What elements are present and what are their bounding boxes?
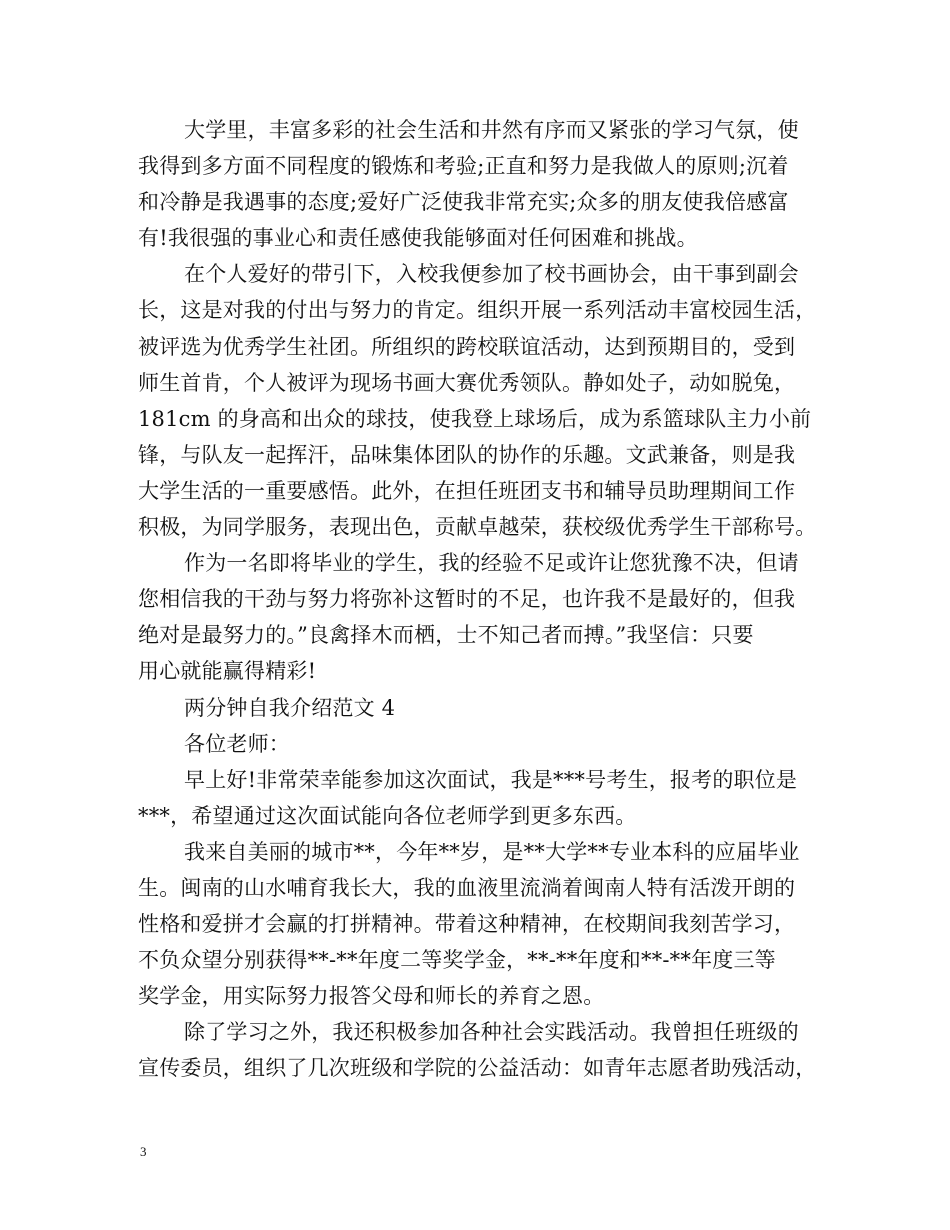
- text-line: 181cm 的身高和出众的球技，使我登上球场后，成为系篮球队主力小前: [138, 406, 812, 431]
- text-line: ***，希望通过这次面试能向各位老师学到更多东西。: [138, 803, 637, 828]
- text-line: 用心就能赢得精彩!: [138, 659, 317, 684]
- text-line: 在个人爱好的带引下，入校我便参加了校书画协会，由干事到副会: [184, 262, 799, 287]
- text-line: 奖学金，用实际努力报答父母和师长的养育之恩。: [138, 984, 605, 1009]
- text-line: 大学生活的一重要感悟。此外，在担任班团支书和辅导员助理期间工作: [138, 478, 796, 503]
- text-line: 锋，与队友一起挥汗，品味集体团队的协作的乐趣。文武兼备，则是我: [138, 442, 796, 467]
- text-line: 宣传委员，组织了几次班级和学院的公益活动：如青年志愿者助残活动，: [138, 1056, 817, 1081]
- text-line: 我来自美丽的城市**，今年**岁，是**大学**专业本科的应届毕业: [184, 839, 800, 864]
- text-line: 性格和爱拼才会赢的打拼精神。带着这种精神，在校期间我刻苦学习，: [138, 912, 796, 937]
- text-line: 作为一名即将毕业的学生，我的经验不足或许让您犹豫不决，但请: [184, 551, 799, 576]
- text-line: 大学里，丰富多彩的社会生活和井然有序而又紧张的学习气氛，使: [184, 118, 799, 142]
- text-line: 和冷静是我遇事的态度;爱好广泛使我非常充实;众多的朋友使我倍感富: [138, 190, 789, 215]
- text-line: 不负众望分别获得**-**年度二等奖学金，**-**年度和**-**年度三等: [138, 948, 776, 973]
- text-line: 除了学习之外，我还积极参加各种社会实践活动。我曾担任班级的: [184, 1020, 799, 1045]
- text-line: 积极，为同学服务，表现出色，贡献卓越荣，获校级优秀学生干部称号。: [138, 515, 817, 540]
- text-line: 师生首肯，个人被评为现场书画大赛优秀领队。静如处子，动如脱兔，: [138, 370, 796, 395]
- text-line: 被评选为优秀学生社团。所组织的跨校联谊活动，达到预期目的，受到: [138, 334, 796, 359]
- text-line: 长，这是对我的付出与努力的肯定。组织开展一系列活动丰富校园生活，: [138, 298, 817, 323]
- page-number: 3: [140, 1144, 147, 1159]
- document-body: [138, 112, 818, 1087]
- text-line: 各位老师：: [184, 731, 290, 756]
- text-line: 绝对是最努力的。”良禽择木而栖，士不知己者而搏。”我坚信：只要: [138, 623, 754, 648]
- text-line: 我得到多方面不同程度的锻炼和考验;正直和努力是我做人的原则;沉着: [138, 154, 789, 179]
- text-line: 早上好!非常荣幸能参加这次面试，我是***号考生，报考的职位是: [184, 767, 798, 792]
- text-line: 有!我很强的事业心和责任感使我能够面对任何困难和挑战。: [138, 226, 698, 251]
- text-line: 生。闽南的山水哺育我长大，我的血液里流淌着闽南人特有活泼开朗的: [138, 875, 796, 900]
- text-line: 您相信我的干劲与努力将弥补这暂时的不足，也许我不是最好的，但我: [138, 587, 796, 612]
- text-line: 两分钟自我介绍范文 4: [184, 695, 396, 720]
